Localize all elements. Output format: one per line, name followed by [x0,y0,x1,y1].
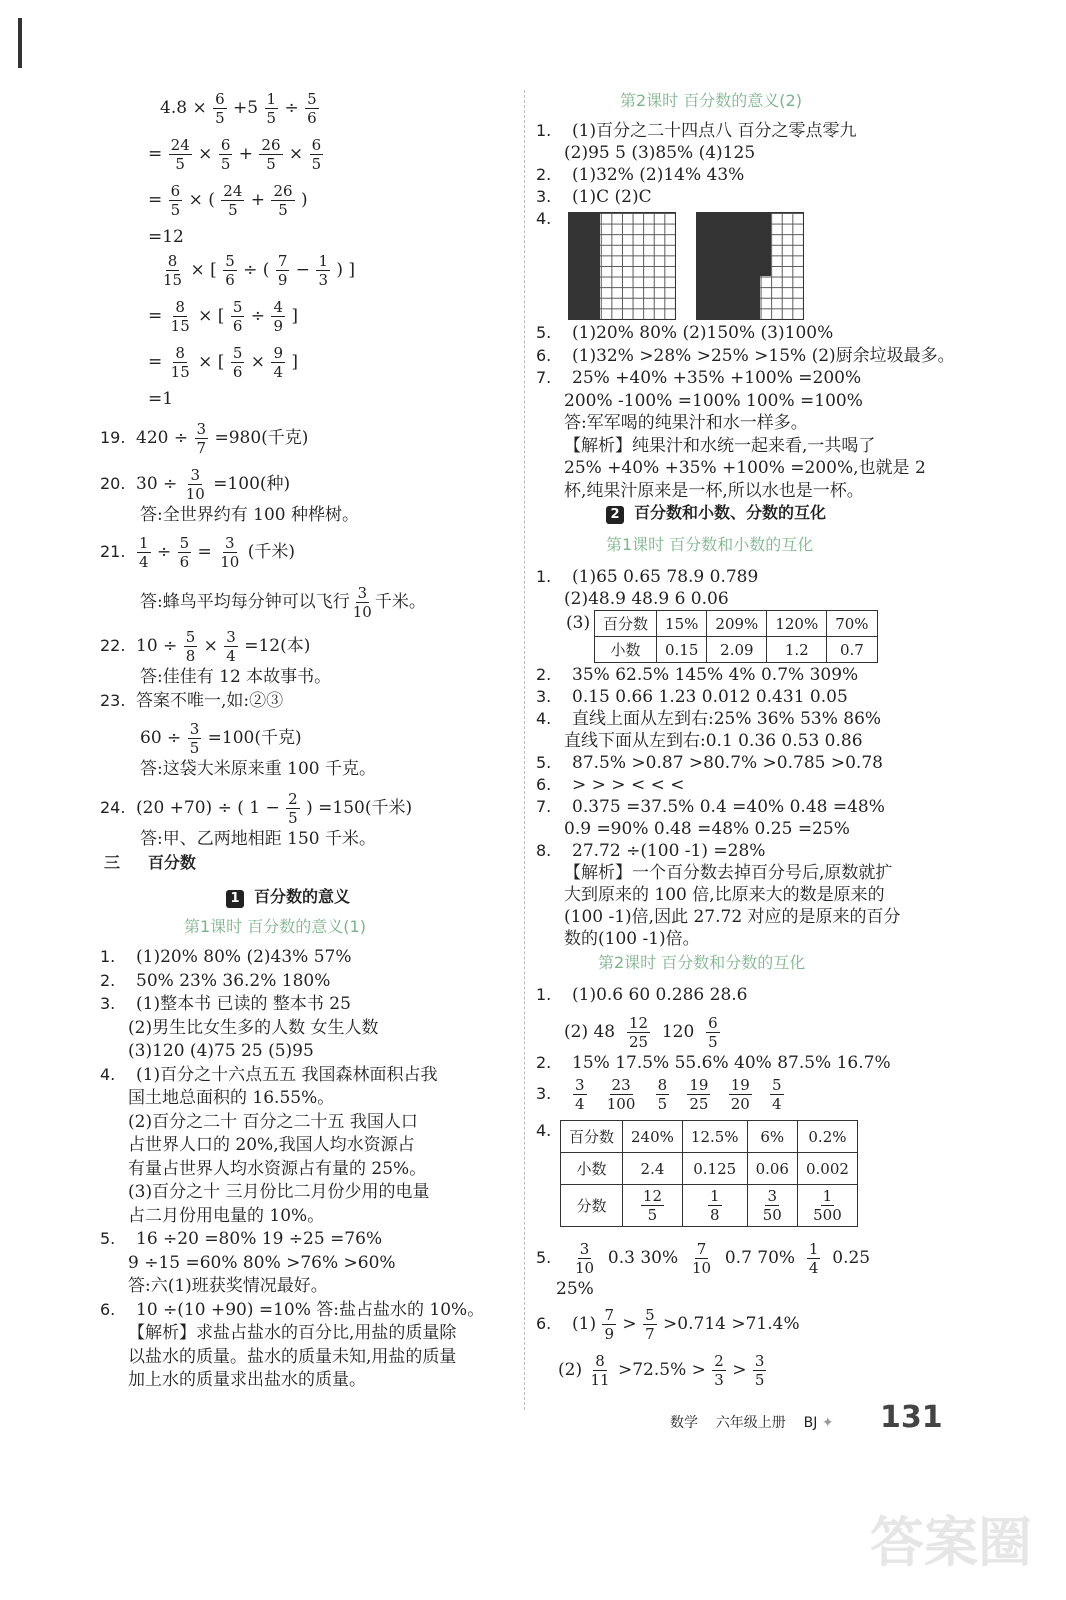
lesson-2-title: 第2课时 百分数的意义(2) [620,91,802,110]
answer-line: 5. (1)20% 80% (2)150% (3)100% [536,323,834,343]
calc-line-4: =12 [148,227,184,247]
answer-line: (2)95 5 (3)85% (4)125 [564,143,756,163]
q24-answer: 答:甲、乙两地相距 150 千米。 [140,829,376,849]
answer-line: 25% +40% +35% +100% =200%,也就是 2 [564,458,926,478]
answer-line: 0.9 =90% 0.48 =48% 0.25 =25% [564,819,850,839]
table-row [561,1121,858,1153]
calc-line-3: = $\frac{6}{5}$ × ( $\frac{24}{5}$ + $\frac{26}{5}$ ) [148,182,308,219]
answer-line: 4. 直线上面从左到右:25% 36% 53% 86% [536,709,882,729]
q1-3-label: (3) [566,613,591,633]
answer-line: 5. 87.5% >0.87 >80.7% >0.785 >0.78 [536,753,883,773]
l4-q6-2: (2) $\frac{8}{11}$ >72.5% > $\frac{2}{3}$ > $\frac{3}{5}$ [558,1352,765,1389]
answer-line: (2)48.9 48.9 6 0.06 [564,589,729,609]
table-cell: 12.5% [682,1121,747,1153]
grid-a-shaded [568,212,600,319]
answer-line: 有量占世界人均水资源占有量的 25%。 [128,1158,427,1179]
table-cell: 1.2 [767,637,827,663]
l4-q2: 2. 15% 17.5% 55.6% 40% 87.5% 16.7% [536,1053,891,1073]
answer-line: 杯,纯果汁原来是一杯,所以水也是一杯。 [564,480,864,501]
calc-line-1: 4.8 × $\frac{6}{5}$ +5 $\frac{1}{5}$ ÷ $\frac{5}{6}$ [160,90,317,127]
answer-line: 直线下面从左到右:0.1 0.36 0.53 0.86 [564,731,863,751]
answer-line: 3. 0.15 0.66 1.23 0.012 0.431 0.05 [536,687,848,707]
table-cell: $\frac{1}{8}$ [682,1185,747,1227]
unit-2-heading: 2 百分数和小数、分数的互化 [606,502,826,524]
percent-decimal-fraction-table [560,1120,858,1227]
answer-line: (2)男生比女生多的人数 女生人数 [128,1017,379,1038]
answer-line: 4. [536,209,552,228]
q21: 21. $\frac{1}{4}$ ÷ $\frac{5}{6}$ = $\frac{3}{10}$ (千米) [100,534,295,571]
table-cell: 209% [707,611,767,637]
answer-line: 3. (1)整本书 已读的 整本书 25 [100,994,351,1014]
calc-line-2: = $\frac{24}{5}$ × $\frac{6}{5}$ + $\frac{26}{5}$ × $\frac{6}{5}$ [148,136,322,173]
answer-line: 以盐水的质量。盐水的质量未知,用盐的质量 [128,1346,457,1367]
table-cell: 0.125 [682,1153,747,1185]
q22-answer: 答:佳佳有 12 本故事书。 [140,667,332,687]
footer-edition: BJ [803,1415,818,1431]
answer-line: 6. > > > < < < [536,775,685,795]
table-cell: 百分数 [595,611,657,637]
lesson-4-title: 第2课时 百分数和分数的互化 [598,953,806,972]
grid-b-shaded-2 [760,212,771,276]
column-divider [524,90,525,1410]
table-cell: $\frac{3}{50}$ [747,1185,797,1227]
table-cell: 6% [747,1121,797,1153]
q22: 22. 10 ÷ $\frac{5}{8}$ × $\frac{3}{4}$ =12(本) [100,628,311,665]
margin-bar [18,18,22,68]
l4-q3: 3. $\frac{3}{4}$ $\frac{23}{100}$ $\frac{8}{5}$ $\frac{19}{25}$ $\frac{19}{20}$ $\frac{5}{4}$ [536,1076,782,1113]
table-cell: 小数 [595,637,657,663]
answer-line: 9 ÷15 =60% 80% >76% >60% [128,1252,396,1273]
table-cell: 0.002 [797,1153,857,1185]
answer-line: (100 -1)倍,因此 27.72 对应的是原来的百分 [564,907,901,927]
answer-line: (3)120 (4)75 25 (5)95 [128,1041,314,1061]
l4-q1: 1. (1)0.6 60 0.286 28.6 [536,985,748,1005]
answer-line: 国土地总面积的 16.55%。 [128,1088,335,1108]
table-cell: 2.09 [707,637,767,663]
calc-line-7: = $\frac{8}{15}$ × [ $\frac{5}{6}$ × $\frac{9}{4}$ ] [148,344,299,381]
table-cell: 分数 [561,1185,623,1227]
answer-line: 【解析】求盐占盐水的百分比,用盐的质量除 [128,1323,457,1343]
q20-answer: 答:全世界约有 100 种桦树。 [140,505,359,525]
answer-line: 3. (1)C (2)C [536,187,652,207]
table-cell: 百分数 [561,1121,623,1153]
answer-line: 数的(100 -1)倍。 [564,929,700,949]
answer-line: (2)百分之二十 百分之二十五 我国人口 [128,1111,418,1132]
answer-line: 占二月份用电量的 10%。 [128,1205,325,1226]
q23-expr: 60 ÷ $\frac{3}{5}$ =100(千克) [140,720,302,757]
page-footer [670,1412,834,1432]
page-number: 131 [880,1400,943,1435]
answer-line: 2. 35% 62.5% 145% 4% 0.7% 309% [536,665,859,685]
footer-grade: 六年级上册 [715,1415,786,1431]
answer-line: 7. 0.375 =37.5% 0.4 =40% 0.48 =48% [536,797,885,817]
unit-1-heading: 1 百分数的意义 [226,886,350,908]
q19: 19. 420 ÷ $\frac{3}{7}$ =980(千克) [100,420,309,457]
lesson-1-title: 第1课时 百分数的意义(1) [184,917,366,936]
table-cell: 小数 [561,1153,623,1185]
table-cell: $\frac{12}{5}$ [623,1185,683,1227]
answer-line: 2. 50% 23% 36.2% 180% [100,970,331,991]
table-cell: 0.15 [657,637,707,663]
section-3-heading: 三 百分数 [104,853,196,872]
answer-line: 【解析】一个百分数去掉百分号后,原数就扩 [564,863,893,883]
table-cell: 240% [623,1121,683,1153]
percent-decimal-table [594,610,878,663]
q20: 20. 30 ÷ $\frac{3}{10}$ =100(种) [100,466,291,503]
answer-line: 大到原来的 100 倍,比原来大的数是原来的 [564,885,885,905]
table-row [561,1185,858,1227]
answer-line: 占世界人口的 20%,我国人均水资源占 [128,1135,415,1155]
table-row [595,637,878,663]
table-cell: 15% [657,611,707,637]
l4-q5: 5. $\frac{3}{10}$ 0.3 30% $\frac{7}{10}$ 0.7 70% $\frac{1}{4}$ 0.25 [536,1240,871,1277]
lesson-3-title: 第1课时 百分数和小数的互化 [606,535,814,554]
answer-line: 6. 10 ÷(10 +90) =10% 答:盐占盐水的 10%。 [100,1299,485,1320]
calc-line-6: = $\frac{8}{15}$ × [ $\frac{5}{6}$ ÷ $\frac{4}{9}$ ] [148,298,299,335]
l4-q5-tail: 25% [556,1279,594,1299]
watermark: 答案圈 [870,1511,1032,1574]
answer-line: 6. (1)32% >28% >25% >15% (2)厨余垃圾最多。 [536,345,955,366]
table-cell: 70% [827,611,877,637]
answer-line: 200% -100% =100% 100% =100% [564,390,863,411]
q21-answer: 答:蜂鸟平均每分钟可以飞行 $\frac{3}{10}$ 千米。 [140,584,426,621]
table-cell: 0.7 [827,637,877,663]
calc-line-5: $\frac{8}{15}$ × [ $\frac{5}{6}$ ÷ ( $\frac{7}{9}$ − $\frac{1}{3}$ ) ] [163,252,356,289]
table-cell: $\frac{1}{500}$ [797,1185,857,1227]
answer-line: 7. 25% +40% +35% +100% =200% [536,368,862,388]
grid-b-shaded-1 [696,212,760,319]
table-cell: 120% [767,611,827,637]
answer-line: 4. (1)百分之十六点五五 我国森林面积占我 [100,1064,438,1085]
q23: 23. 答案不唯一,如:②③ [100,691,284,711]
answer-line: 1. (1)20% 80% (2)43% 57% [100,947,352,967]
answer-line: 1. (1)百分之二十四点八 百分之零点零九 [536,121,857,141]
answer-line: 【解析】纯果汁和水统一起来看,一共喝了 [564,435,876,456]
table-cell: 0.2% [797,1121,857,1153]
answer-line: 1. (1)65 0.65 78.9 0.789 [536,567,759,587]
table-cell: 0.06 [747,1153,797,1185]
footer-subject: 数学 [670,1415,698,1431]
answer-line: (3)百分之十 三月份比二月份少用的电量 [128,1182,430,1202]
table-cell: 2.4 [623,1153,683,1185]
answer-line: 答:六(1)班获奖情况最好。 [128,1276,328,1296]
answer-line: 5. 16 ÷20 =80% 19 ÷25 =76% [100,1229,383,1249]
table-row [595,611,878,637]
calc-line-8: =1 [148,389,174,409]
answer-line: 2. (1)32% (2)14% 43% [536,165,745,185]
answer-line: 答:军军喝的纯果汁和水一样多。 [564,413,808,433]
q24: 24. (20 +70) ÷ ( 1 − $\frac{2}{5}$ ) =150(千米) [100,790,413,827]
l4-q1-2: (2) 48 $\frac{12}{25}$ 120 $\frac{6}{5}$ [564,1014,718,1051]
answer-line: 8. 27.72 ÷(100 -1) =28% [536,841,766,861]
q23-answer: 答:这袋大米原来重 100 千克。 [140,759,376,779]
table-row [561,1153,858,1185]
l4-q4-num: 4. [536,1121,552,1140]
leaf-icon: ✦ [821,1415,834,1431]
answer-line: 加上水的质量求出盐水的质量。 [128,1370,366,1390]
l4-q6-1: 6. (1) $\frac{7}{9}$ > $\frac{5}{7}$ >0.714 >71.4% [536,1306,800,1343]
